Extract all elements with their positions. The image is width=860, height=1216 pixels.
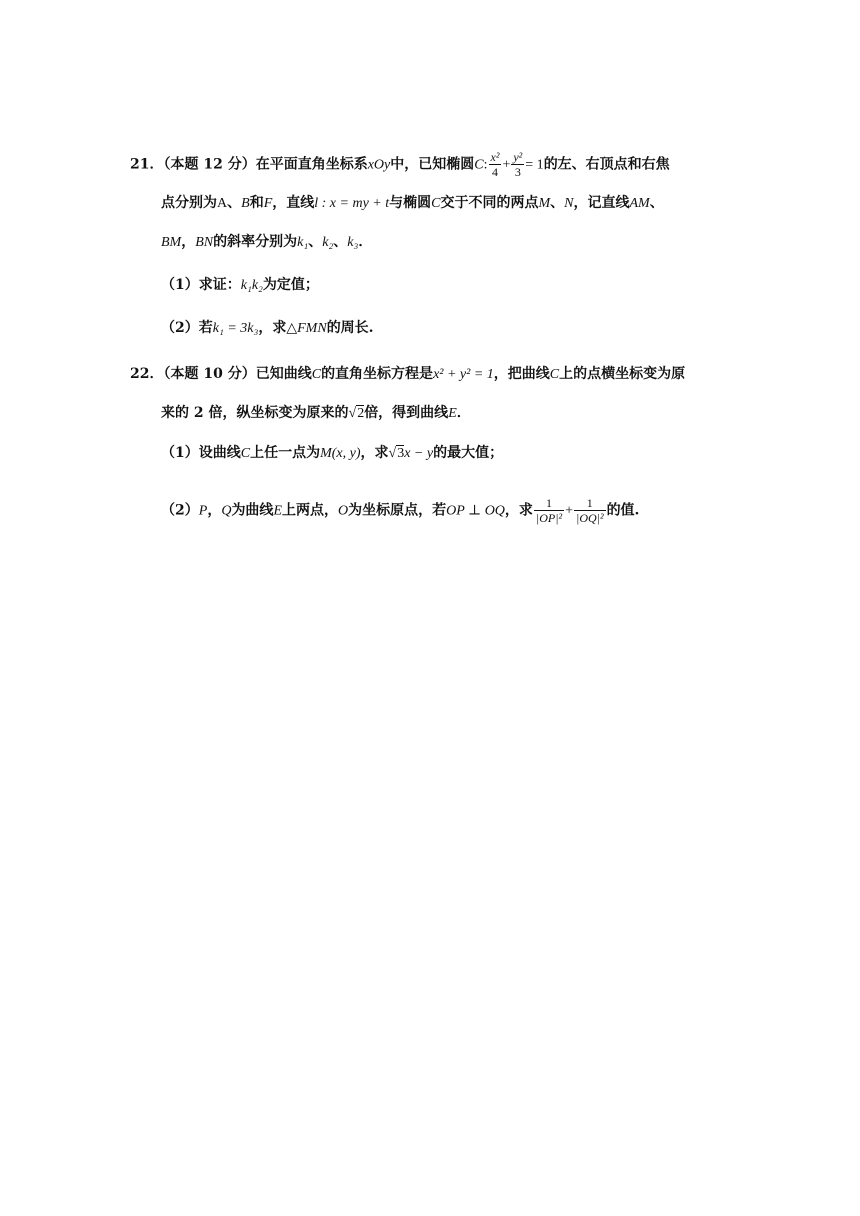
q21-part2-text-a: ，求 (258, 320, 287, 336)
q22-part2-Q: Q (221, 503, 232, 519)
q22-eq: x² + y² = 1 (433, 367, 494, 382)
q21-BM: BM (161, 235, 182, 250)
q21-colon: : (483, 157, 488, 173)
q22-part2-comma: ， (207, 502, 222, 519)
q21-text-a: 中，已知椭圆 (390, 156, 475, 173)
q21-comma1: ， (181, 234, 196, 250)
q22-text-b: ，把曲线 (493, 366, 550, 382)
q22-part2-label: （2） (161, 502, 199, 519)
q21-line2-b: ，直线 (272, 195, 315, 211)
q22-number: 22． (130, 366, 164, 382)
q22-part2-text-a: 为曲线 (231, 502, 274, 519)
q21-line-3 (161, 232, 372, 253)
q21-part-2 (161, 318, 374, 339)
q21-number: 21． (130, 156, 164, 173)
q22-frac2-den: |OQ|² (576, 511, 604, 525)
q21-plus: + (502, 157, 511, 173)
q21-point-M: M (538, 196, 551, 211)
q22-part2-text-b: 上两点， (282, 502, 338, 519)
q21-AM: AM (629, 196, 650, 211)
q21-frac2-num: y² (513, 150, 523, 164)
q21-eq-one: = 1 (525, 157, 544, 173)
q21-line3-a: 的斜率分别为 (213, 234, 298, 250)
q21-line-2 (161, 193, 664, 214)
q22-part1-sqrt3: 3 (397, 446, 405, 461)
q22-line2-a: 来的 2 倍，纵坐标变为原来的 (161, 405, 349, 421)
q21-C2: C (431, 196, 441, 211)
q22-sqrt2: 2 (357, 406, 365, 421)
q22-part2-perp: OP ⊥ OQ (446, 503, 505, 519)
q21-part2-text-b: 的周长. (326, 320, 374, 336)
q21-sep4: 、 (333, 234, 348, 250)
q21-line2-e: ，记直线 (573, 195, 630, 211)
q22-part1-text-c: 的最大值； (433, 445, 504, 461)
q21-frac2-den: 3 (514, 165, 521, 179)
q22-part1-expr: x − y (404, 446, 434, 461)
q22-E: E (448, 406, 457, 421)
q22-part1-sqrt-symbol: √ (388, 446, 397, 461)
q22-part2-text-d: ，求 (504, 502, 533, 519)
q21-line2-a: 点分别为 (161, 195, 217, 211)
q21-line-eq: l : x = my + t (314, 196, 390, 211)
q22-part2-O: O (338, 503, 349, 519)
q22-part-1 (161, 443, 503, 464)
q21-k1: k₁ (297, 235, 309, 250)
q21-line2-f: 、 (649, 195, 664, 211)
q21-header: （本题 12 分）在平面直角坐标系 (163, 156, 368, 173)
q22-plus: + (565, 503, 574, 519)
q21-line2-c: 与椭圆 (389, 195, 432, 211)
q22-part1-text-b: ，求 (360, 445, 389, 461)
q21-text-b: 的左、右顶点和右焦 (543, 156, 670, 173)
q21-k3: k₃ (347, 235, 359, 250)
q21-part1-text: 为定值； (262, 277, 319, 293)
q21-point-F: F (263, 196, 273, 211)
q21-line-1 (130, 150, 670, 179)
q22-part2-text-c: 为坐标原点，若 (348, 502, 447, 519)
q21-sep3: 、 (308, 234, 323, 250)
q21-part2-tri: △FMN (286, 321, 327, 336)
q21-point-A: A (217, 196, 228, 211)
q21-frac-2 (511, 150, 524, 179)
q21-frac1-den: 4 (491, 165, 498, 179)
q21-and: 和 (249, 195, 264, 211)
q22-text-c: 上的点横坐标变为原 (559, 366, 686, 382)
q22-part2-P: P (198, 503, 208, 519)
q21-frac-1 (489, 150, 502, 179)
q22-part2-text-e: 的值. (606, 502, 640, 519)
q21-point-B: B (241, 196, 250, 211)
q22-part-2 (161, 496, 639, 525)
q21-sep2: 、 (550, 195, 565, 211)
q22-frac1-den: |OP|² (535, 511, 563, 525)
q22-C: C (311, 367, 322, 382)
q22-sqrt-symbol: √ (348, 406, 357, 421)
q21-frac1-num: x² (490, 150, 500, 164)
q21-period: ． (358, 234, 373, 250)
q22-line2-b: 倍，得到曲线 (364, 405, 449, 421)
q22-part1-M: M(x, y) (320, 446, 361, 461)
q21-part-1 (161, 275, 319, 296)
q22-frac-2 (574, 496, 606, 525)
q21-ellipse-name: C (474, 157, 484, 173)
q21-part2-label: （2）若 (161, 320, 213, 336)
q22-C2: C (549, 367, 560, 382)
q22-header: （本题 10 分）已知曲线 (163, 366, 312, 382)
q21-part1-label: （1）求证： (161, 277, 241, 293)
q22-line2-c: ． (456, 405, 471, 421)
q21-coord-sys: xOy (367, 157, 391, 173)
q22-line-2 (161, 403, 471, 424)
q22-part1-text-a: 上任一点为 (250, 445, 321, 461)
q21-BN: BN (195, 235, 214, 250)
q21-line2-d: 交于不同的两点 (440, 195, 539, 211)
q21-k2: k₂ (322, 235, 334, 250)
q22-frac1-num: 1 (534, 496, 564, 511)
q21-sep1: 、 (227, 195, 242, 211)
q22-part1-C: C (240, 446, 251, 461)
q21-part1-expr: k₁k₂ (240, 278, 263, 293)
q22-line-1 (130, 364, 685, 385)
q22-frac2-num: 1 (574, 496, 606, 511)
q22-part1-label: （1）设曲线 (161, 445, 241, 461)
q22-frac-1 (534, 496, 564, 525)
q22-part2-E: E (273, 503, 282, 519)
q21-part2-expr: k₁ = 3k₃ (212, 321, 259, 336)
q21-point-N: N (564, 196, 574, 211)
q22-text-a: 的直角坐标方程是 (321, 366, 434, 382)
